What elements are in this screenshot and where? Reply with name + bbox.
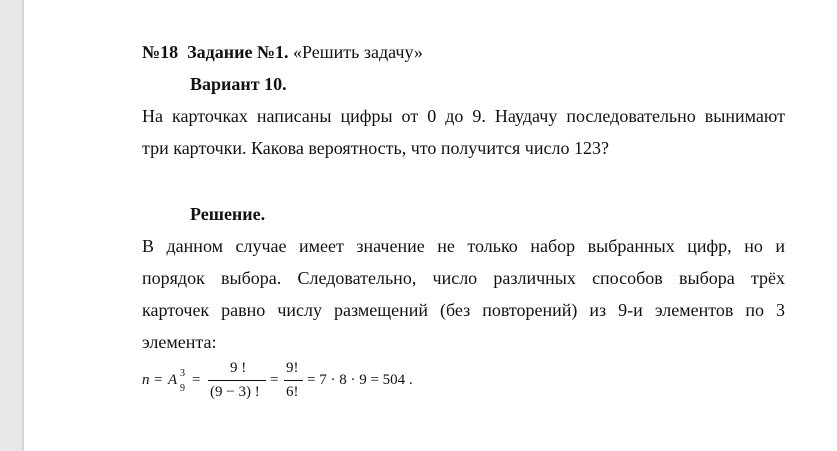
fraction-1-numerator: 9 !	[230, 360, 247, 376]
fraction-2-numerator: 9!	[286, 360, 299, 376]
formula-equals-2: =	[192, 372, 201, 388]
formula-equals-1: =	[154, 372, 163, 388]
solution-line-4: элемента:	[142, 332, 217, 352]
formula-sub: 9	[180, 383, 185, 394]
solution-line-2: порядок выбора. Следовательно, число различных способов выбора трёх	[142, 268, 785, 288]
fraction-2-denominator: 6!	[286, 384, 299, 400]
solution-line-1: В данном случае имеет значение не только набор выбранных цифр, но и	[142, 236, 785, 256]
task-number: №18	[142, 42, 179, 62]
solution-line-3: карточек равно числу размещений (без повторений) из 9-и элементов по 3	[142, 300, 785, 320]
fraction-1-bar	[208, 380, 266, 381]
variant-heading: Вариант 10.	[190, 74, 287, 94]
problem-line-2: три карточки. Какова вероятность, что получится число 123?	[142, 138, 609, 158]
formula-result: = 7 · 8 · 9 = 504 .	[307, 372, 413, 388]
problem-line-1: На карточках написаны цифры от 0 до 9. Наудачу последовательно вынимают	[142, 106, 785, 126]
task-title: «Решить задачу»	[293, 42, 423, 62]
formula-n: n	[142, 372, 150, 388]
solution-heading: Решение.	[190, 204, 266, 224]
formula-equals-3: =	[270, 372, 279, 388]
formula-A: A	[168, 372, 178, 388]
fraction-1-denominator: (9 − 3) !	[210, 384, 260, 400]
document-page	[24, 0, 837, 451]
formula-sup: 3	[180, 368, 185, 379]
fraction-2-bar	[284, 380, 303, 381]
task-label: Задание №1.	[187, 42, 289, 62]
task-header	[142, 42, 423, 62]
